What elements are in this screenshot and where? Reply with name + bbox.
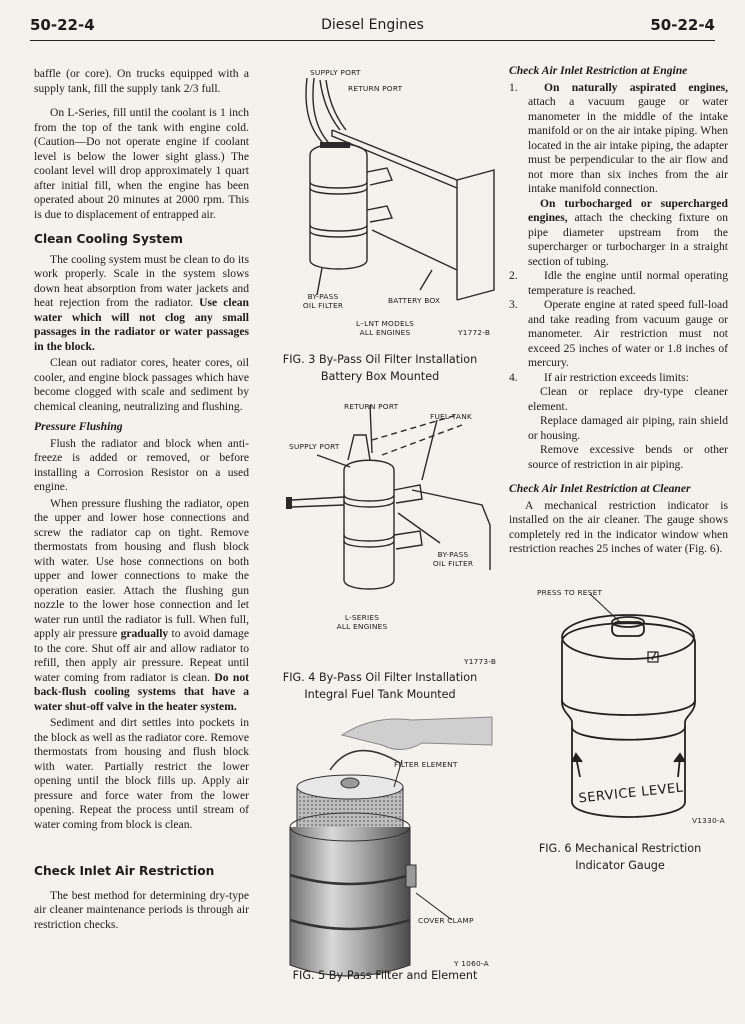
figure-code: V1330-A	[692, 816, 725, 825]
figure-5	[282, 715, 496, 990]
label-cover-clamp: COVER CLAMP	[418, 916, 474, 925]
caption-line: Indicator Gauge	[575, 859, 665, 872]
figure-caption	[520, 840, 720, 874]
list-number: 4.	[509, 370, 518, 384]
label-models: L–LNT MODELS	[355, 319, 415, 328]
paragraph	[34, 497, 249, 715]
paragraph: On L-Series, fill until the coolant is 1 inch from the top of the tank with engine cold. (Caution—Do not operate engine if coolant level is below the lower sight glass.) The coolant level will drop approximately 1 quart after initial fill, when the engine has been operated about 20 minutes at 2000 rpm. This is due to displacement of entrapped air.	[34, 106, 249, 221]
list-number: 2.	[509, 269, 518, 282]
paragraph	[34, 253, 249, 355]
label-filter-element: FILTER ELEMENT	[394, 760, 458, 769]
paragraph: A mechanical restriction indicator is installed on the air cleaner. The gauge shows completely red in the indicator window when restriction reaches 25 inches of water (Fig. 6).	[509, 498, 728, 555]
list-item	[509, 81, 728, 270]
paragraph: baffle (or core). On trucks equipped with a supply tank, fill the supply tank 2/3 full.	[34, 67, 249, 95]
paragraph	[528, 197, 728, 270]
label-bypass: BY-PASS	[307, 292, 339, 301]
label-press-to-reset: PRESS TO RESET	[537, 588, 603, 597]
filter-element-photo-illustration	[282, 715, 496, 990]
subheading-cleaner-restriction: Check Air Inlet Restriction at Cleaner	[509, 482, 691, 495]
list-item	[509, 371, 728, 473]
bold-text: On naturally aspirated engines,	[544, 80, 728, 94]
text-column-left	[34, 67, 249, 932]
paragraph	[528, 81, 728, 197]
figure-3	[262, 60, 498, 390]
procedure-list	[509, 81, 728, 473]
label-oil-filter: OIL FILTER	[302, 301, 344, 310]
paragraph: Sediment and dirt settles into pockets in the block as well as the radiator core. Remove thermostats from housing and flush block with water. Partially restrict the lower opening until the block fills up. Apply air pressure and force water from the lower opening. Repeat the process until stream of water coming from block is clean.	[34, 716, 249, 831]
figure-code: Y1773-B	[464, 657, 497, 666]
header-rule	[30, 40, 715, 41]
paragraph: Clean or replace dry-type cleaner element.	[528, 385, 728, 413]
paragraph: Operate engine at rated speed full-load and take reading from vacuum gauge or manometer. Air restriction must not exceed 25 inches of water or 1.8 inches of mercury.	[528, 298, 728, 369]
text-run: attach the checking fixture on pipe diameter upstream from the supercharger or turbocharger in a straight section of tubing.	[528, 211, 728, 268]
label-battery-box: BATTERY BOX	[388, 296, 441, 305]
figure-6	[520, 582, 730, 872]
bold-text: gradually	[120, 627, 169, 640]
page-number-right: 50-22-4	[650, 16, 715, 34]
label-series: L-SERIES	[344, 613, 380, 622]
caption-line: FIG. 4 By-Pass Oil Filter Installation	[282, 671, 478, 684]
figure-caption	[262, 669, 498, 703]
figure-4	[262, 395, 498, 710]
label-engines: ALL ENGINES	[359, 328, 411, 337]
caption-line: Integral Fuel Tank Mounted	[304, 688, 456, 701]
paragraph: Clean out radiator cores, heater cores, oil cooler, and engine block passages which have become clogged with scale and sediment by chemical cleaning, neutralizing and flushing.	[34, 356, 249, 413]
subheading-pressure-flushing: Pressure Flushing	[34, 420, 123, 433]
list-item	[509, 269, 728, 298]
paragraph: If air restriction exceeds limits:	[544, 370, 689, 384]
paragraph: The best method for determining dry-type air cleaner maintenance periods is through air restriction checks.	[34, 888, 249, 931]
bold-text: Do not back-flush cooling systems that have a water shut-off valve in the heater system.	[34, 670, 249, 713]
label-service-level: SERVICE LEVEL	[577, 780, 685, 807]
paragraph: Flush the radiator and block when anti-freeze is added or removed, or before installing a Corrosion Resistor on a used engine.	[34, 436, 249, 493]
paragraph: Replace damaged air piping, rain shield or housing.	[528, 414, 728, 442]
paragraph: Remove excessive bends or other source of restriction in air piping.	[528, 443, 728, 471]
text-run: attach a vacuum gauge or water manometer in the middle of the intake manifold or on the air intake piping. When located in the air intake piping, the adapter must be perpendicular to the air flow and not more than six inches from the air intake manifold connection.	[528, 95, 728, 195]
page-number-left: 50-22-4	[30, 16, 95, 34]
list-number: 3.	[509, 298, 518, 311]
caption-line: FIG. 3 By-Pass Oil Filter Installation	[282, 353, 478, 366]
section-heading-inlet-air: Check Inlet Air Restriction	[34, 864, 215, 878]
text-run: to avoid damage to the core. Shut off air and allow radiator to refill, then apply air pressure. Repeat until water coming from radiator is clean.	[34, 627, 249, 684]
page-title: Diesel Engines	[321, 17, 424, 33]
bold-text: Use clean water which will not clog any small passages in the radiator or water passages in the block.	[34, 296, 249, 353]
list-item	[509, 298, 728, 371]
label-oil-filter: OIL FILTER	[432, 559, 474, 568]
label-supply-port: SUPPLY PORT	[289, 442, 340, 451]
figure-caption: FIG. 5 By-Pass Filter and Element	[292, 969, 478, 982]
paragraph: Idle the engine until normal operating temperature is reached.	[528, 269, 728, 297]
page-header	[30, 14, 715, 38]
caption-line: FIG. 6 Mechanical Restriction	[538, 842, 702, 855]
figure-code: Y1772-B	[458, 328, 491, 337]
label-return-port: RETURN PORT	[348, 84, 403, 93]
label-engines: ALL ENGINES	[336, 622, 388, 631]
section-heading-clean-cooling: Clean Cooling System	[34, 232, 183, 246]
label-fuel-tank: FUEL TANK	[430, 412, 472, 421]
figure-code: Y 1060-A	[454, 959, 489, 968]
figure-caption	[262, 351, 498, 385]
subheading-engine-restriction: Check Air Inlet Restriction at Engine	[509, 64, 688, 77]
restriction-indicator-gauge-illustration	[520, 582, 730, 872]
label-bypass: BY-PASS	[437, 550, 469, 559]
caption-line: Battery Box Mounted	[320, 370, 440, 383]
text-column-right	[509, 64, 728, 557]
bypass-filter-battery-box-illustration	[262, 60, 498, 390]
label-return-port: RETURN PORT	[344, 402, 399, 411]
list-number: 1.	[509, 80, 518, 94]
bold-text: On turbocharged or supercharged engines,	[528, 196, 728, 224]
text-run: When pressure flushing the radiator, open the upper and lower hose connections and screw the radiator cap on tight. Remove thermostats from housing and flush block with water. Use hose connections on both upper and lower connections to make the operation easier. Attach the flushing gun nozzle to the lower hose connection and let water run until the radiator is full. When full, apply air pressure	[34, 496, 249, 640]
text-run: The cooling system must be clean to do its work properly. Scale in the system slows down heat absorption from water jackets and heat rejection from the radiator.	[34, 252, 249, 309]
label-supply-port: SUPPLY PORT	[310, 68, 361, 77]
